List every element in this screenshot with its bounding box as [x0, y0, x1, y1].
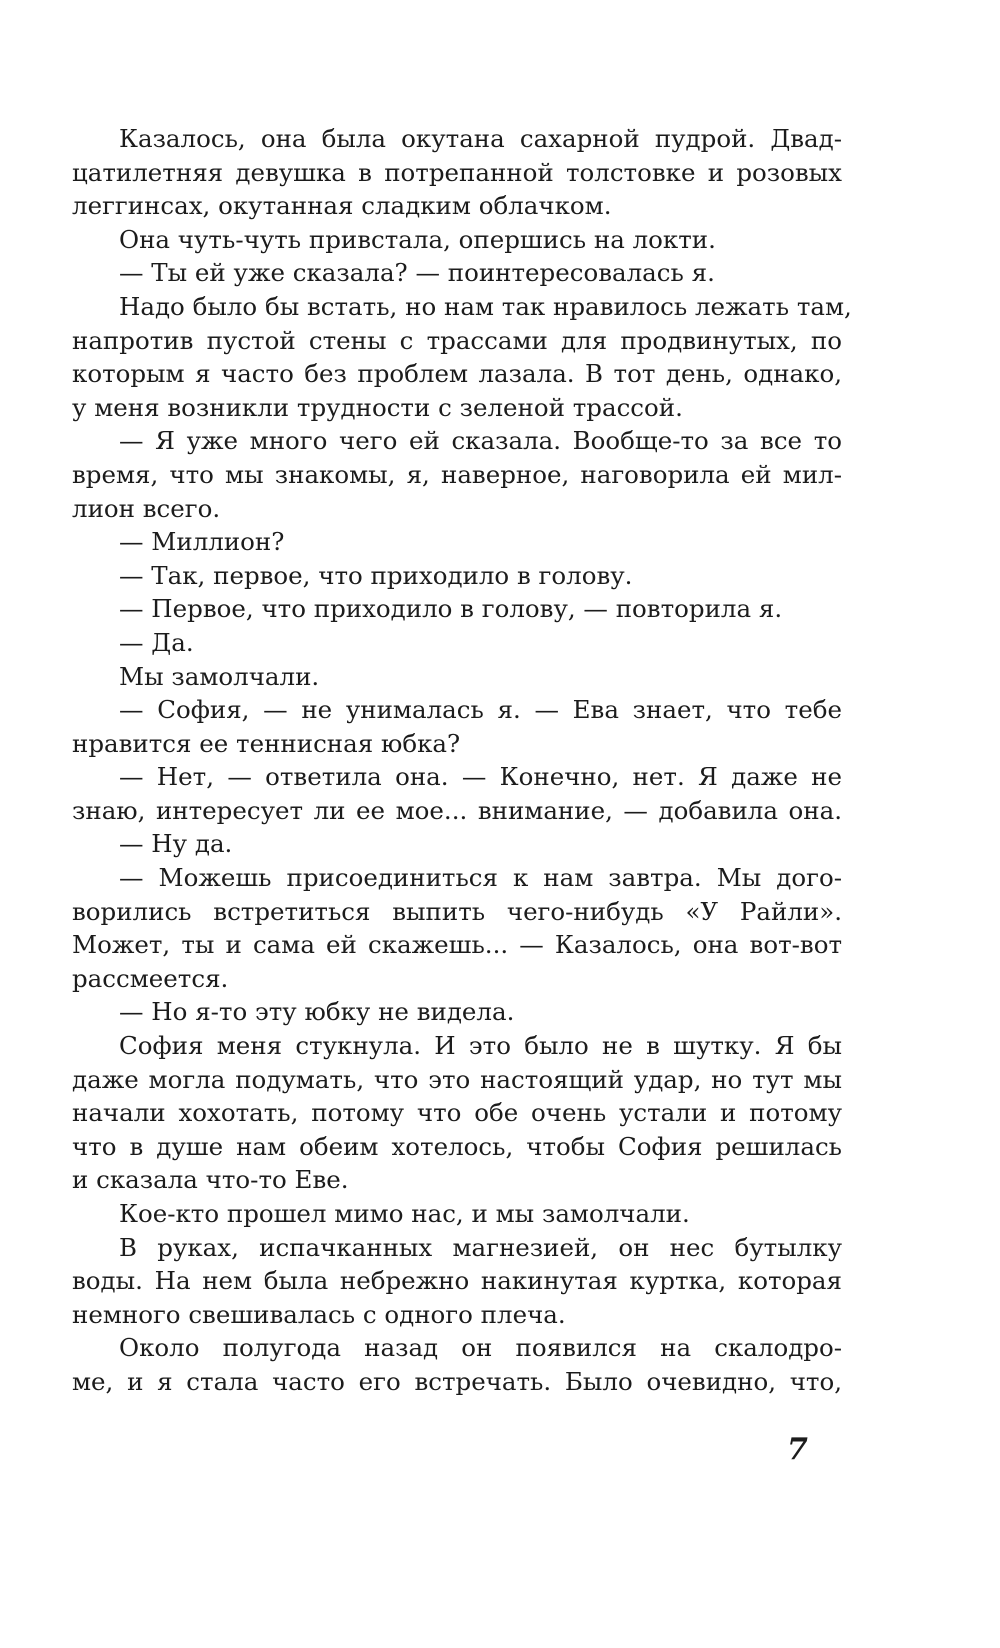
text-line: — Первое, что приходило в голову, — повторила я. — [119, 594, 783, 624]
text-line: начали хохотать, потому что обе очень устали и потому — [72, 1098, 842, 1128]
text-line: Надо было бы встать, но нам так нравилось лежать там, — [119, 291, 852, 321]
text-line: — Ты ей уже сказала? — поинтересовалась я. — [119, 258, 715, 288]
text-line: лион всего. — [72, 493, 221, 523]
text-line: немного свешивалась с одного плеча. — [72, 1299, 566, 1329]
text-line: ме, и я стала часто его встречать. Было очевидно, что, — [72, 1366, 842, 1396]
text-line: — Нет, — ответила она. — Конечно, нет. Я даже не — [119, 762, 842, 792]
text-line: — София, — не унималась я. — Ева знает, что тебе — [119, 695, 842, 725]
text-line: — Я уже много чего ей сказала. Вообще-то за все то — [119, 426, 842, 456]
text-line: София меня стукнула. И это было не в шутку. Я бы — [119, 1031, 842, 1061]
text-line: Может, ты и сама ей скажешь... — Казалось, она вот-вот — [72, 930, 842, 960]
page-text — [72, 122, 852, 1399]
text-line: напротив пустой стены с трассами для продвинутых, по — [72, 325, 842, 355]
text-line: цатилетняя девушка в потрепанной толстовке и розовых — [72, 157, 842, 187]
text-line: ворились встретиться выпить чего-нибудь «У Райли». — [72, 896, 842, 926]
text-line: Казалось, она была окутана сахарной пудрой. Двад- — [119, 124, 842, 153]
text-line: — Да. — [119, 627, 194, 657]
text-line: и сказала что-то Еве. — [72, 1165, 349, 1195]
text-line: что в душе нам обеим хотелось, чтобы София решилась — [72, 1131, 842, 1161]
text-line: Она чуть-чуть привстала, опершись на локти. — [119, 224, 716, 254]
text-line: Мы замолчали. — [119, 661, 320, 691]
text-line: которым я часто без проблем лазала. В тот день, однако, — [72, 359, 842, 389]
text-line: — Можешь присоединиться к нам завтра. Мы дого- — [119, 863, 842, 893]
text-line: воды. На нем была небрежно накинутая куртка, которая — [72, 1266, 842, 1296]
text-line: Кое-кто прошел мимо нас, и мы замолчали. — [119, 1199, 690, 1228]
text-line: время, что мы знакомы, я, наверное, наговорила ей мил- — [72, 459, 842, 489]
text-line: нравится ее теннисная юбка? — [72, 728, 461, 758]
text-line: знаю, интересует ли ее мое... внимание, — добавила она. — [72, 795, 842, 825]
text-line: леггинсах, окутанная сладким облачком. — [72, 191, 612, 221]
text-line: Около полугода назад он появился на скалодро- — [119, 1333, 842, 1363]
page-number: 7 — [787, 1432, 808, 1467]
text-line: — Миллион? — [119, 527, 285, 557]
text-line: у меня возникли трудности с зеленой трассой. — [72, 392, 683, 422]
text-line: — Так, первое, что приходило в голову. — [119, 560, 633, 590]
text-line: рассмеется. — [72, 963, 229, 993]
text-line: — Но я-то эту юбку не видела. — [119, 997, 515, 1027]
text-line: даже могла подумать, что это настоящий удар, но тут мы — [72, 1064, 842, 1094]
text-line: — Ну да. — [119, 829, 233, 859]
text-line: В руках, испачканных магнезией, он нес бутылку — [119, 1232, 842, 1262]
